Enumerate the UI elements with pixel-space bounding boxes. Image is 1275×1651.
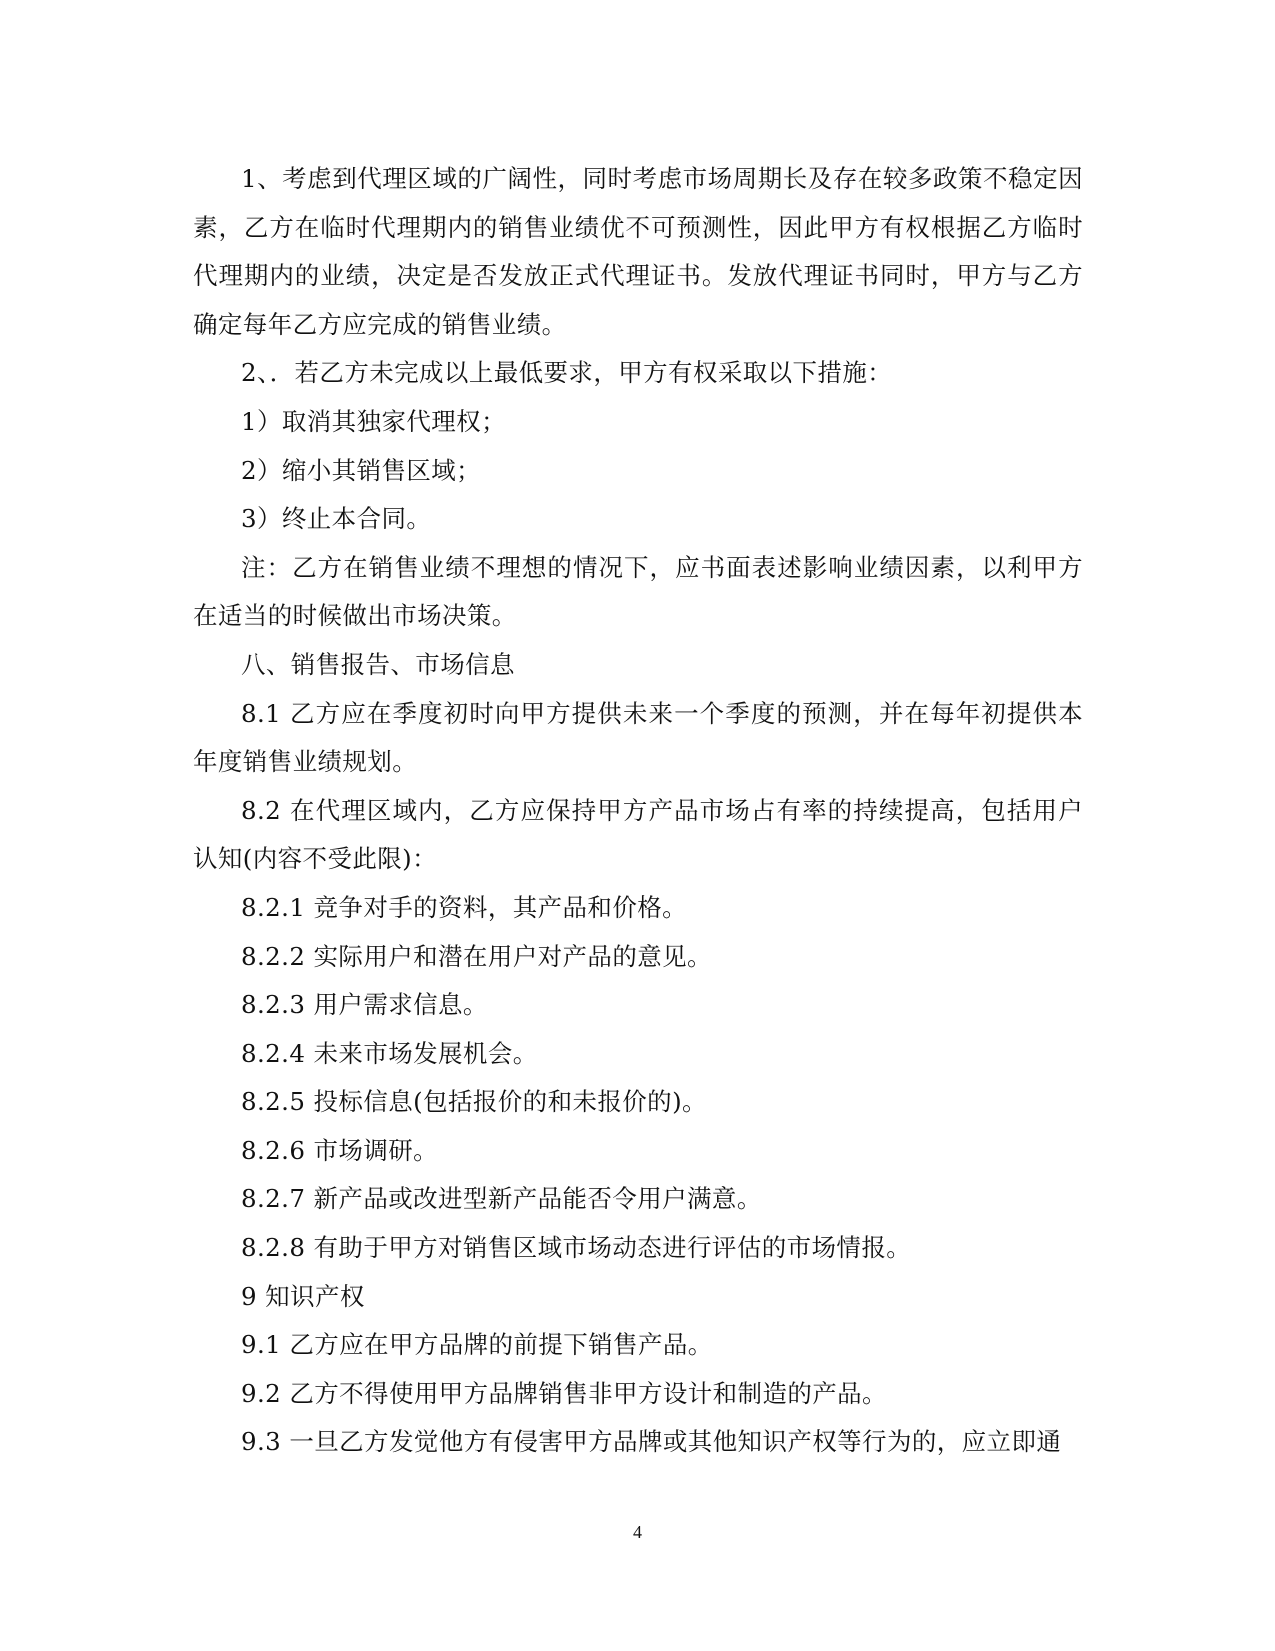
- paragraph-8-1: 8.1 乙方应在季度初时向甲方提供未来一个季度的预测，并在每年初提供本年度销售业绩规划。: [193, 698, 1083, 777]
- paragraph-9-3: 9.3 一旦乙方发觉他方有侵害甲方品牌或其他知识产权等行为的，应立即通: [241, 1427, 1062, 1457]
- paragraph-8-2-5: 8.2.5 投标信息(包括报价的和未报价的)。: [241, 1087, 707, 1117]
- page-number: 4: [633, 1522, 642, 1542]
- list-item-measure-3: 3）终止本合同。: [241, 504, 432, 534]
- paragraph-8-2-4: 8.2.4 未来市场发展机会。: [241, 1038, 538, 1068]
- paragraph-9-1: 9.1 乙方应在甲方品牌的前提下销售产品。: [241, 1330, 713, 1360]
- paragraph-clause-2: 2、．若乙方未完成以上最低要求，甲方有权采取以下措施：: [241, 358, 893, 388]
- paragraph-note: 注：乙方在销售业绩不理想的情况下，应书面表述影响业绩因素，以利甲方在适当的时候做出市场决策。: [193, 552, 1083, 631]
- paragraph-9-2: 9.2 乙方不得使用甲方品牌销售非甲方设计和制造的产品。: [241, 1378, 887, 1408]
- section-heading-8: 八、销售报告、市场信息: [241, 649, 515, 679]
- paragraph-8-2-2: 8.2.2 实际用户和潜在用户对产品的意见。: [241, 941, 712, 971]
- list-item-measure-2: 2）缩小其销售区域；: [241, 455, 482, 485]
- paragraph-8-2-7: 8.2.7 新产品或改进型新产品能否令用户满意。: [241, 1184, 762, 1214]
- document-body: [193, 155, 1083, 1467]
- paragraph-8-2: 8.2 在代理区域内，乙方应保持甲方产品市场占有率的持续提高，包括用户认知(内容不受此限)：: [193, 795, 1083, 874]
- paragraph-8-2-8: 8.2.8 有助于甲方对销售区域市场动态进行评估的市场情报。: [241, 1233, 912, 1263]
- paragraph-8-2-6: 8.2.6 市场调研。: [241, 1135, 439, 1165]
- section-heading-9: 9 知识产权: [241, 1281, 365, 1311]
- paragraph-clause-1: 1、考虑到代理区域的广阔性，同时考虑市场周期长及存在较多政策不稳定因素，乙方在临时代理期内的销售业绩优不可预测性，因此甲方有权根据乙方临时代理期内的业绩，决定是否发放正式代理证书。发放代理证书同时，甲方与乙方确定每年乙方应完成的销售业绩。: [193, 164, 1083, 339]
- paragraph-8-2-1: 8.2.1 竞争对手的资料，其产品和价格。: [241, 892, 688, 922]
- list-item-measure-1: 1）取消其独家代理权；: [241, 406, 506, 436]
- paragraph-8-2-3: 8.2.3 用户需求信息。: [241, 990, 488, 1020]
